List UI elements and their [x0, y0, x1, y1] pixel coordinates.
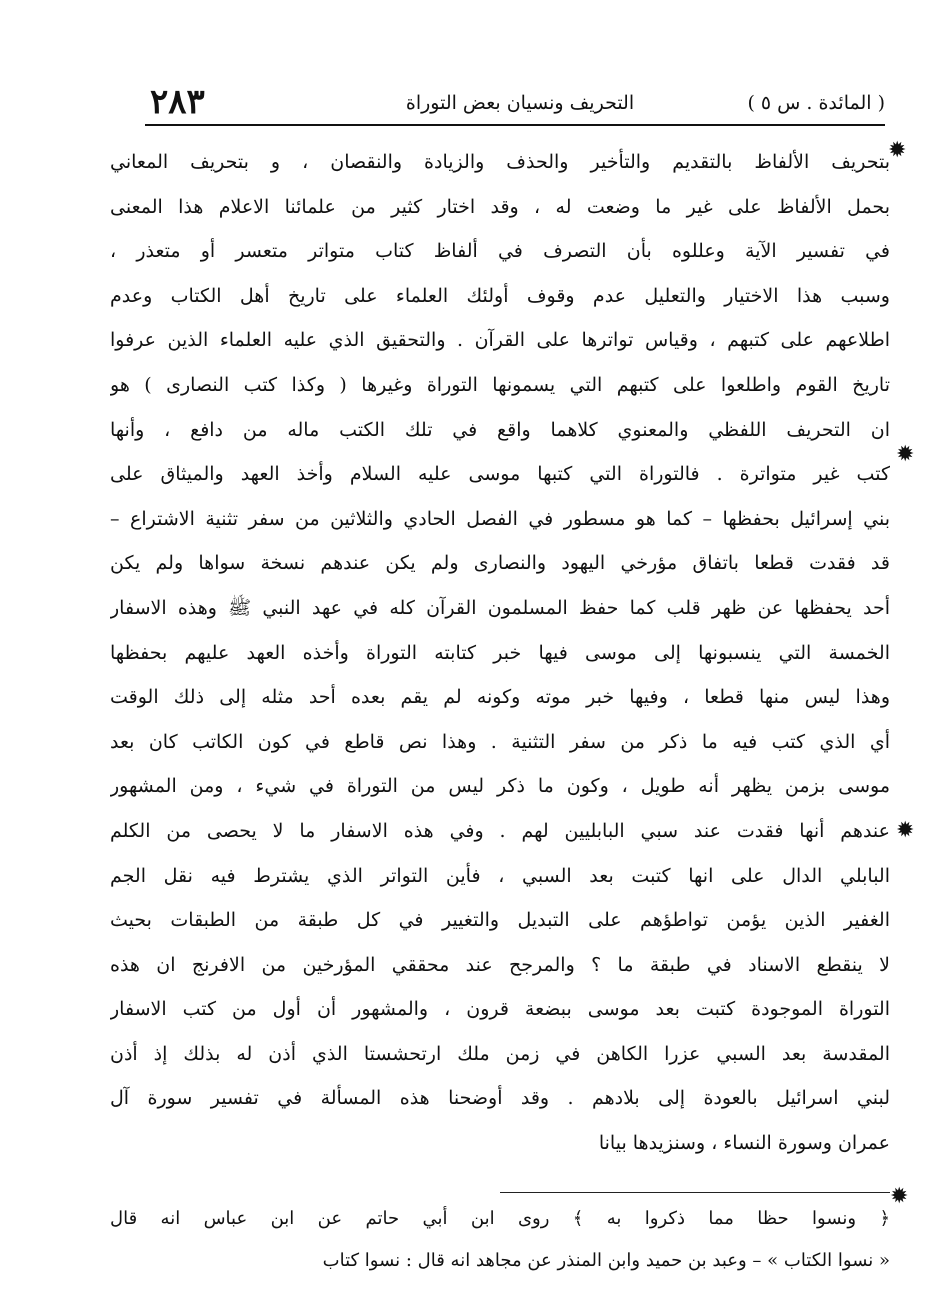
text-line: عندهم أنها فقدت عند سبي البابليين لهم . وفي هذه الاسفار ما لا يحصى من الكلم: [110, 819, 890, 842]
text-line: الخمسة التي ينسبونها إلى موسى فيها خبر كتابته التوراة وأخذه العهد عليهم بحفظها: [110, 641, 890, 664]
page-header: [140, 82, 885, 122]
text-line: لا ينقطع الاسناد في طبقة ما ؟ والمرجح عند محققي المؤرخين من الافرنج ان هذه: [110, 953, 890, 976]
text-line: بتحريف الألفاظ بالتقديم والتأخير والحذف والزيادة والنقصان ، و بتحريف المعاني: [110, 151, 890, 173]
ornamental-star-icon: ✹: [896, 818, 915, 843]
text-line: وسبب هذا الاختيار والتعليل عدم وقوف أولئك العلماء على تاريخ أهل الكتاب وعدم: [110, 284, 890, 307]
ornamental-star-icon: ✹: [890, 1184, 909, 1209]
footnotes: [110, 1198, 890, 1282]
text-line: بحمل الألفاظ على غير ما وضعت له ، وقد اختار كثير من علمائنا الاعلام هذا المعنى: [110, 195, 890, 218]
body-text: [110, 140, 890, 1166]
text-line: البابلي الدال على انها كتبت بعد السبي ، فأين التواتر الذي يشترط فيه نقل الجم: [110, 864, 890, 887]
text-line: الغفير الذين يؤمن تواطؤهم على التبديل والتغيير في كل طبقة من الطبقات بحيث: [110, 909, 890, 932]
text-line: ان التحريف اللفظي والمعنوي كلاهما واقع في تلك الكتب ماله من دافع ، وأنها: [110, 418, 890, 441]
footnote-line: ﴿ ونسوا حظا مما ذكروا به ﴾ روى ابن أبي حاتم عن ابن عباس انه قال: [110, 1208, 890, 1229]
footnote-rule: [500, 1192, 890, 1193]
text-line: لبني اسرائيل بالعودة إلى بلادهم . وقد أوضحنا هذه المسألة في تفسير سورة آل: [110, 1087, 890, 1110]
text-line: تاريخ القوم واطلعوا على كتبهم التي يسمونها التوراة وغيرها ( وكذا كتب النصارى ) هو: [110, 373, 890, 396]
text-line: كتب غير متواترة . فالتوراة التي كتبها موسى عليه السلام وأخذ العهد والميثاق على: [110, 463, 890, 486]
running-title: التحريف ونسيان بعض التوراة: [405, 92, 635, 114]
text-line: عمران وسورة النساء ، وسنزيدها بيانا: [598, 1132, 890, 1155]
text-line: أي الذي كتب فيه ما ذكر من سفر التثنية . وهذا نص قاطع في كون الكاتب كان بعد: [110, 730, 890, 753]
text-line: وهذا ليس منها قطعا ، وفيها خبر موته وكونه لم يقم بعده أحد مثله إلى ذلك الوقت: [110, 686, 890, 709]
page-number: ٢٨٣: [150, 82, 205, 122]
text-line: أحد يحفظها عن ظهر قلب كما حفظ المسلمون القرآن كله في عهد النبي ﷺ وهذه الاسفار: [110, 596, 890, 619]
header-rule: [145, 124, 885, 126]
text-line: المقدسة بعد السبي عزرا الكاهن في زمن ملك ارتحشستا الذي أذن له بذلك إذ أذن: [110, 1042, 890, 1065]
text-line: موسى بزمن يظهر أنه طويل ، وكون ما ذكر ليس من التوراة في شيء ، ومن المشهور: [110, 775, 890, 798]
ornamental-star-icon: ✹: [888, 138, 907, 163]
surah-reference: ( المائدة . س ٥ ): [747, 92, 885, 114]
text-line: التوراة الموجودة كتبت بعد موسى ببضعة قرون ، والمشهور أن أول من كتب الاسفار: [110, 998, 890, 1021]
text-line: اطلاعهم على كتبهم ، وقياس تواترها على القرآن . والتحقيق الذي عليه العلماء الذين عرفوا: [110, 329, 890, 352]
footnote-line: « نسوا الكتاب » – وعبد بن حميد وابن المنذر عن مجاهد انه قال : نسوا كتاب: [322, 1250, 890, 1271]
text-line: في تفسير الآية وعللوه بأن التصرف في ألفاظ كتاب متواتر متعسر أو متعذر ،: [110, 240, 890, 263]
text-line: بني إسرائيل بحفظها – كما هو مسطور في الفصل الحادي والثلاثين من سفر تثنية الاشتراع –: [110, 507, 890, 530]
text-line: قد فقدت قطعا باتفاق مؤرخي اليهود والنصارى ولم يكن عندهم نسخة سواها ولم يكن: [110, 552, 890, 575]
ornamental-star-icon: ✹: [896, 442, 915, 467]
